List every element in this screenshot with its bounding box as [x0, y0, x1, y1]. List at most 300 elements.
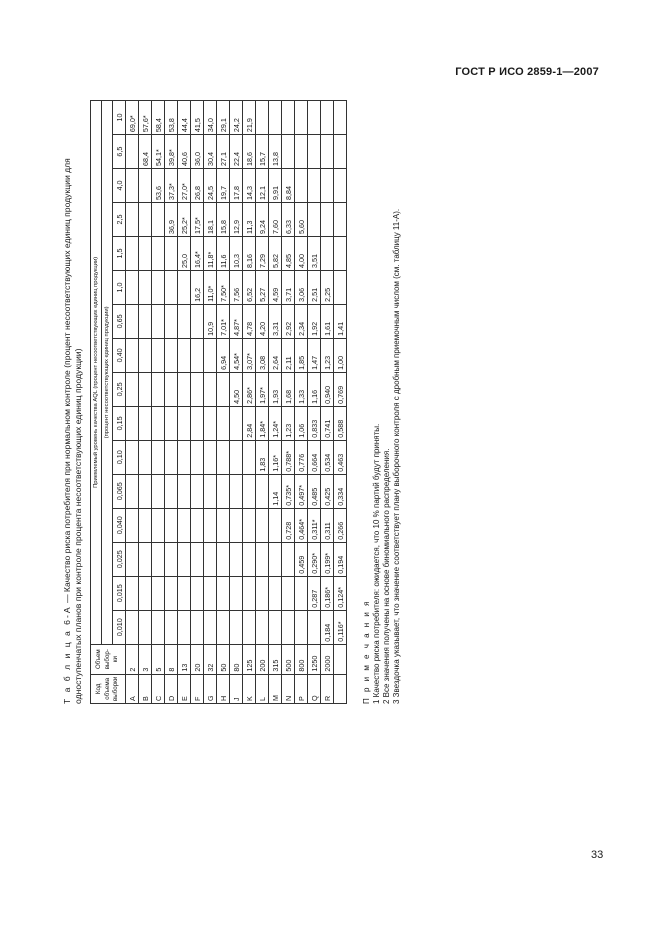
quality-value-cell — [243, 440, 256, 474]
quality-value-cell — [217, 576, 230, 610]
quality-value-cell: 13,8 — [269, 135, 282, 169]
sample-size-cell: 800 — [295, 644, 308, 674]
quality-value-cell — [204, 508, 217, 542]
quality-value-cell — [178, 542, 191, 576]
quality-value-cell: 7,01* — [217, 304, 230, 338]
sample-code-cell: R — [321, 674, 334, 703]
quality-value-cell — [269, 101, 282, 135]
quality-value-cell — [308, 169, 321, 203]
quality-value-cell — [230, 610, 243, 644]
quality-value-cell — [256, 101, 269, 135]
sample-size-cell: 13 — [178, 644, 191, 674]
quality-value-cell — [334, 236, 347, 270]
quality-value-cell: 24,5 — [204, 169, 217, 203]
table-notes — [362, 100, 402, 704]
sample-code-cell: J — [230, 674, 243, 703]
quality-value-cell — [152, 372, 165, 406]
quality-value-cell — [165, 236, 178, 270]
quality-value-cell — [282, 610, 295, 644]
quality-value-cell — [126, 576, 139, 610]
quality-value-cell: 39,8* — [165, 135, 178, 169]
quality-value-cell — [139, 270, 152, 304]
quality-value-cell: 0,833 — [308, 406, 321, 440]
quality-value-cell — [334, 135, 347, 169]
quality-value-cell — [191, 576, 204, 610]
quality-value-cell — [230, 508, 243, 542]
table-row — [204, 101, 217, 704]
quality-value-cell — [152, 236, 165, 270]
sample-code-cell: M — [269, 674, 282, 703]
quality-value-cell — [165, 270, 178, 304]
quality-value-cell: 0,534 — [321, 440, 334, 474]
sample-code-cell: A — [126, 674, 139, 703]
quality-value-cell: 1,84* — [256, 406, 269, 440]
quality-value-cell: 12,1 — [256, 169, 269, 203]
quality-value-cell: 0,186* — [321, 576, 334, 610]
quality-value-cell — [256, 576, 269, 610]
quality-value-cell: 0,425 — [321, 474, 334, 508]
quality-value-cell — [321, 101, 334, 135]
sample-code-cell: E — [178, 674, 191, 703]
quality-value-cell — [256, 508, 269, 542]
sample-size-cell: 1250 — [308, 644, 321, 674]
quality-value-cell — [152, 203, 165, 237]
sample-code-cell: Q — [308, 674, 321, 703]
quality-value-cell: 11,8* — [204, 236, 217, 270]
sample-size-cell: 2000 — [321, 644, 334, 674]
quality-value-cell: 10,9 — [204, 304, 217, 338]
quality-value-cell — [269, 610, 282, 644]
quality-value-cell: 1,41 — [334, 304, 347, 338]
quality-value-cell: 0,769 — [334, 372, 347, 406]
quality-value-cell: 1,33 — [295, 372, 308, 406]
quality-value-cell — [191, 406, 204, 440]
quality-value-cell — [282, 576, 295, 610]
aql-level-header: 2,5 — [113, 203, 126, 237]
quality-value-cell: 1,68 — [282, 372, 295, 406]
quality-value-cell — [165, 610, 178, 644]
quality-value-cell — [152, 576, 165, 610]
table-row — [256, 101, 269, 704]
aql-level-header: 0,40 — [113, 338, 126, 372]
quality-value-cell: 26,8 — [191, 169, 204, 203]
sample-size-cell: 500 — [282, 644, 295, 674]
quality-value-cell: 0,485 — [308, 474, 321, 508]
quality-value-cell — [282, 135, 295, 169]
sample-size-cell: 20 — [191, 644, 204, 674]
note-2: 2 Все значения получены на основе биномиального распределения. — [382, 448, 391, 704]
quality-value-cell: 0,311* — [308, 508, 321, 542]
quality-value-cell: 1,16* — [269, 440, 282, 474]
quality-value-cell: 7,56 — [230, 270, 243, 304]
quality-value-cell: 57,6* — [139, 101, 152, 135]
table-row — [165, 101, 178, 704]
quality-value-cell — [126, 440, 139, 474]
table-row — [126, 101, 139, 704]
quality-value-cell: 54,1* — [152, 135, 165, 169]
sample-size-cell: 80 — [230, 644, 243, 674]
quality-value-cell — [126, 610, 139, 644]
quality-value-cell: 37,3* — [165, 169, 178, 203]
quality-value-cell: 2,25 — [321, 270, 334, 304]
quality-value-cell: 4,59 — [269, 270, 282, 304]
quality-value-cell: 36,0 — [191, 135, 204, 169]
quality-value-cell — [191, 542, 204, 576]
quality-value-cell: 0,940 — [321, 372, 334, 406]
quality-value-cell: 2,64 — [269, 338, 282, 372]
empty-cell — [334, 674, 347, 703]
table-row — [191, 101, 204, 704]
sample-code-cell: C — [152, 674, 165, 703]
sample-size-cell: 2 — [126, 644, 139, 674]
consumer-risk-table — [90, 100, 347, 704]
quality-value-cell: 7,29 — [256, 236, 269, 270]
quality-value-cell: 0,735* — [282, 474, 295, 508]
quality-value-cell: 7,60 — [269, 203, 282, 237]
quality-value-cell — [191, 372, 204, 406]
quality-value-cell: 12,9 — [230, 203, 243, 237]
quality-value-cell — [334, 203, 347, 237]
quality-value-cell: 3,51 — [308, 236, 321, 270]
quality-value-cell: 3,71 — [282, 270, 295, 304]
quality-value-cell: 3,31 — [269, 304, 282, 338]
quality-value-cell — [191, 304, 204, 338]
aql-level-header: 0,040 — [113, 508, 126, 542]
quality-value-cell: 8,84 — [282, 169, 295, 203]
quality-value-cell — [295, 101, 308, 135]
quality-value-cell — [217, 372, 230, 406]
quality-value-cell — [191, 474, 204, 508]
quality-value-cell: 0,776 — [295, 440, 308, 474]
table-body — [91, 101, 347, 704]
table-row — [269, 101, 282, 704]
quality-value-cell: 68,4 — [139, 135, 152, 169]
quality-value-cell: 0,334 — [334, 474, 347, 508]
quality-value-cell: 4,54* — [230, 338, 243, 372]
quality-value-cell: 2,92 — [282, 304, 295, 338]
quality-value-cell — [217, 508, 230, 542]
quality-value-cell: 25,0 — [178, 236, 191, 270]
header-aql-subtitle: (процент несоответствующих единиц продукции) — [102, 101, 113, 645]
quality-value-cell: 5,60 — [295, 203, 308, 237]
quality-value-cell — [217, 610, 230, 644]
quality-value-cell: 0,311 — [321, 508, 334, 542]
quality-value-cell — [230, 576, 243, 610]
sample-code-cell: K — [243, 674, 256, 703]
quality-value-cell — [282, 101, 295, 135]
quality-value-cell — [204, 440, 217, 474]
quality-value-cell: 10,3 — [230, 236, 243, 270]
table-caption-text: — Качество риска потребителя при нормальном контроле (процент несоответствующих единиц продукции для одноступенчатых планов при контроле процента несоответствующих единиц продукции) — [62, 158, 83, 704]
sample-size-cell: 5 — [152, 644, 165, 674]
quality-value-cell — [165, 576, 178, 610]
header-aql-levels — [113, 101, 126, 704]
quality-value-cell: 1,83 — [256, 440, 269, 474]
quality-value-cell: 1,16 — [308, 372, 321, 406]
aql-level-header: 10 — [113, 101, 126, 135]
quality-value-cell: 4,00 — [295, 236, 308, 270]
quality-value-cell: 1,92 — [308, 304, 321, 338]
quality-value-cell: 1,24* — [269, 406, 282, 440]
table-row — [178, 101, 191, 704]
quality-value-cell: 2,34 — [295, 304, 308, 338]
quality-value-cell — [165, 440, 178, 474]
quality-value-cell — [126, 135, 139, 169]
quality-value-cell: 15,7 — [256, 135, 269, 169]
sample-code-cell: B — [139, 674, 152, 703]
quality-value-cell — [204, 338, 217, 372]
page-number: 33 — [591, 849, 604, 861]
quality-value-cell: 40,6 — [178, 135, 191, 169]
table-row — [230, 101, 243, 704]
quality-value-cell — [308, 610, 321, 644]
quality-value-cell: 5,82 — [269, 236, 282, 270]
sample-code-cell: H — [217, 674, 230, 703]
quality-value-cell: 16,2 — [191, 270, 204, 304]
sample-code-cell: N — [282, 674, 295, 703]
sample-code-cell: F — [191, 674, 204, 703]
quality-value-cell — [139, 372, 152, 406]
aql-level-header: 1,0 — [113, 270, 126, 304]
quality-value-cell — [295, 135, 308, 169]
quality-value-cell — [204, 474, 217, 508]
aql-level-header: 1,5 — [113, 236, 126, 270]
quality-value-cell — [217, 542, 230, 576]
aql-level-header: 0,15 — [113, 406, 126, 440]
table-row — [282, 101, 295, 704]
quality-value-cell: 0,290* — [308, 542, 321, 576]
quality-value-cell: 18,1 — [204, 203, 217, 237]
quality-value-cell: 1,61 — [321, 304, 334, 338]
quality-value-cell: 17,8 — [230, 169, 243, 203]
quality-value-cell — [165, 474, 178, 508]
quality-value-cell: 16,4* — [191, 236, 204, 270]
table-row — [217, 101, 230, 704]
quality-value-cell — [152, 270, 165, 304]
header-sample-size: Объем выбор-ки — [91, 644, 126, 674]
quality-value-cell: 14,3 — [243, 169, 256, 203]
quality-value-cell — [334, 101, 347, 135]
quality-value-cell — [334, 169, 347, 203]
quality-value-cell: 0,728 — [282, 508, 295, 542]
quality-value-cell — [178, 474, 191, 508]
quality-value-cell — [204, 406, 217, 440]
sample-size-cell: 8 — [165, 644, 178, 674]
quality-value-cell: 0,459 — [295, 542, 308, 576]
quality-value-cell — [178, 338, 191, 372]
table-row — [243, 101, 256, 704]
quality-value-cell — [126, 542, 139, 576]
quality-value-cell: 4,85 — [282, 236, 295, 270]
quality-value-cell: 0,497* — [295, 474, 308, 508]
quality-value-cell — [178, 406, 191, 440]
quality-value-cell: 8,16 — [243, 236, 256, 270]
quality-value-cell — [139, 576, 152, 610]
aql-level-header: 0,010 — [113, 610, 126, 644]
quality-value-cell — [126, 270, 139, 304]
quality-value-cell — [256, 542, 269, 576]
quality-value-cell — [139, 542, 152, 576]
quality-value-cell — [243, 576, 256, 610]
quality-value-cell — [139, 203, 152, 237]
quality-value-cell: 69,0* — [126, 101, 139, 135]
quality-value-cell — [152, 440, 165, 474]
quality-value-cell: 4,87* — [230, 304, 243, 338]
quality-value-cell: 11,3 — [243, 203, 256, 237]
quality-value-cell: 29,1 — [217, 101, 230, 135]
aql-level-header: 0,65 — [113, 304, 126, 338]
quality-value-cell — [126, 203, 139, 237]
quality-value-cell: 0,194 — [334, 542, 347, 576]
quality-value-cell — [152, 542, 165, 576]
quality-value-cell — [139, 304, 152, 338]
quality-value-cell — [308, 135, 321, 169]
quality-value-cell — [152, 508, 165, 542]
quality-value-cell: 6,94 — [217, 338, 230, 372]
quality-value-cell: 4,78 — [243, 304, 256, 338]
quality-value-cell: 34,0 — [204, 101, 217, 135]
sample-code-cell: P — [295, 674, 308, 703]
quality-value-cell — [165, 406, 178, 440]
quality-value-cell — [308, 203, 321, 237]
aql-level-header: 0,25 — [113, 372, 126, 406]
quality-value-cell — [230, 474, 243, 508]
quality-value-cell — [126, 304, 139, 338]
quality-value-cell: 11,6 — [217, 236, 230, 270]
quality-value-cell: 24,2 — [230, 101, 243, 135]
quality-value-cell — [139, 474, 152, 508]
quality-value-cell — [126, 169, 139, 203]
quality-value-cell — [204, 610, 217, 644]
quality-value-cell — [295, 169, 308, 203]
aql-level-header: 0,015 — [113, 576, 126, 610]
quality-value-cell — [282, 542, 295, 576]
quality-value-cell — [334, 270, 347, 304]
aql-level-header: 0,025 — [113, 542, 126, 576]
quality-value-cell: 0,664 — [308, 440, 321, 474]
quality-value-cell: 25,2* — [178, 203, 191, 237]
quality-value-cell — [269, 542, 282, 576]
sample-size-cell: 32 — [204, 644, 217, 674]
quality-value-cell — [178, 372, 191, 406]
quality-value-cell — [269, 576, 282, 610]
quality-value-cell — [204, 372, 217, 406]
rotated-table-area — [62, 100, 619, 704]
aql-level-header: 0,065 — [113, 474, 126, 508]
note-1: 1 Качество риска потребителя: ожидается, что 10 % партий будут приняты. — [372, 423, 381, 704]
quality-value-cell: 9,24 — [256, 203, 269, 237]
quality-value-cell: 19,7 — [217, 169, 230, 203]
aql-level-header: 4,0 — [113, 169, 126, 203]
quality-value-cell: 27,1 — [217, 135, 230, 169]
header-sample-code: Код объема выборки — [91, 674, 126, 703]
quality-value-cell — [243, 474, 256, 508]
quality-value-cell: 1,23 — [282, 406, 295, 440]
quality-value-cell — [178, 440, 191, 474]
quality-value-cell — [308, 101, 321, 135]
quality-value-cell: 6,33 — [282, 203, 295, 237]
quality-value-cell — [165, 338, 178, 372]
quality-value-cell — [191, 610, 204, 644]
quality-value-cell: 1,97* — [256, 372, 269, 406]
aql-level-header: 0,10 — [113, 440, 126, 474]
table-caption — [62, 100, 84, 704]
sample-size-cell: 125 — [243, 644, 256, 674]
quality-value-cell — [126, 474, 139, 508]
quality-value-cell — [243, 610, 256, 644]
quality-value-cell: 9,91 — [269, 169, 282, 203]
quality-value-cell — [191, 338, 204, 372]
quality-value-cell: 18,6 — [243, 135, 256, 169]
quality-value-cell — [178, 610, 191, 644]
quality-value-cell — [139, 338, 152, 372]
quality-value-cell: 53,8 — [165, 101, 178, 135]
table-caption-prefix: Т а б л и ц а 6-А — [62, 605, 72, 704]
quality-value-cell: 22,4 — [230, 135, 243, 169]
quality-value-cell — [139, 508, 152, 542]
quality-value-cell — [126, 508, 139, 542]
notes-title: П р и м е ч а н и я — [362, 599, 371, 704]
quality-value-cell — [243, 542, 256, 576]
quality-value-cell: 0,287 — [308, 576, 321, 610]
quality-value-cell — [321, 135, 334, 169]
quality-value-cell: 0,266 — [334, 508, 347, 542]
quality-value-cell — [204, 542, 217, 576]
quality-value-cell: 0,464* — [295, 508, 308, 542]
header-aql-group: Приемлемый уровень качества AQL (процент несоответствующих единиц продукции) — [91, 101, 102, 645]
quality-value-cell — [139, 169, 152, 203]
quality-value-cell — [126, 406, 139, 440]
quality-value-cell — [126, 372, 139, 406]
quality-value-cell — [230, 542, 243, 576]
quality-value-cell: 3,06 — [295, 270, 308, 304]
quality-value-cell — [230, 406, 243, 440]
quality-value-cell: 27,0* — [178, 169, 191, 203]
quality-value-cell — [165, 508, 178, 542]
quality-value-cell: 7,50* — [217, 270, 230, 304]
quality-value-cell: 3,08 — [256, 338, 269, 372]
quality-value-cell: 2,86* — [243, 372, 256, 406]
quality-value-cell: 44,4 — [178, 101, 191, 135]
table-row — [139, 101, 152, 704]
sample-code-cell: D — [165, 674, 178, 703]
table-row — [295, 101, 308, 704]
quality-value-cell — [321, 203, 334, 237]
quality-value-cell — [217, 440, 230, 474]
quality-value-cell: 15,8 — [217, 203, 230, 237]
quality-value-cell: 53,6 — [152, 169, 165, 203]
quality-value-cell: 1,93 — [269, 372, 282, 406]
aql-level-header: 6,5 — [113, 135, 126, 169]
quality-value-cell — [256, 610, 269, 644]
sample-size-cell: 315 — [269, 644, 282, 674]
quality-value-cell: 2,51 — [308, 270, 321, 304]
quality-value-cell: 2,11 — [282, 338, 295, 372]
quality-value-cell: 1,00 — [334, 338, 347, 372]
quality-value-cell: 1,47 — [308, 338, 321, 372]
quality-value-cell — [256, 474, 269, 508]
quality-value-cell — [321, 236, 334, 270]
quality-value-cell — [321, 169, 334, 203]
quality-value-cell: 0,124* — [334, 576, 347, 610]
note-3: 3 Звездочка указывает, что значение соответствует плану выборочного контроля с дробным приемочным числом (см. таблицу 11-А). — [392, 208, 401, 704]
quality-value-cell: 6,52 — [243, 270, 256, 304]
quality-value-cell: 36,9 — [165, 203, 178, 237]
quality-value-cell — [230, 440, 243, 474]
quality-value-cell: 1,06 — [295, 406, 308, 440]
quality-value-cell — [243, 508, 256, 542]
empty-cell — [334, 644, 347, 674]
